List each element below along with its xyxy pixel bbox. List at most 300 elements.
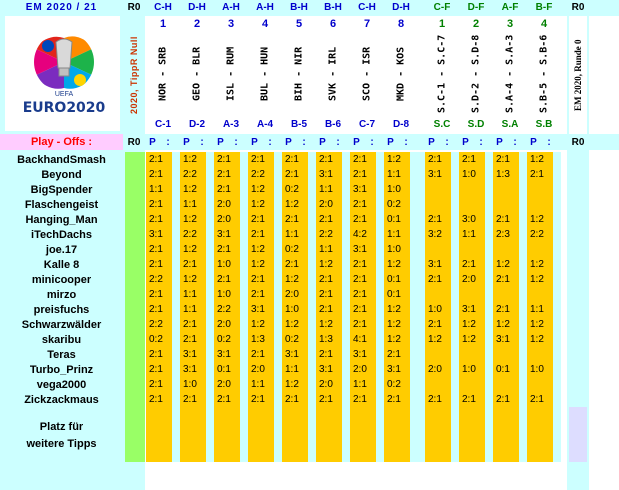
r0-right-lower [569,407,587,462]
tip-cell: 3:1 [251,304,265,315]
tip-cell: 3:1 [353,184,367,195]
tip-cell: 1:1 [251,379,265,390]
final-tip-cell: 2:1 [530,169,544,180]
placeholder-line2: weitere Tipps [26,438,97,450]
final-group-label: B-F [535,2,553,13]
final-code: S.B [535,119,553,130]
placeholder-line1: Platz für [39,421,84,433]
playoffs-colon: : [370,137,374,148]
player-name: minicooper [31,274,92,286]
player-name: preisfuchs [33,304,90,316]
tip-cell: 2:1 [251,394,265,405]
player-name: joe.17 [45,244,78,256]
tip-cell: 2:1 [149,169,163,180]
player-name: Beyond [41,169,82,181]
final-tip-cell: 2:1 [462,154,476,165]
final-tip-cell [527,288,553,302]
tip-cell: 1:1 [285,364,299,375]
final-number: 3 [506,18,514,30]
match-number: 8 [397,18,405,30]
tip-cell: 3:1 [149,229,163,240]
column-gap [274,152,282,462]
match-code: B-5 [290,119,308,130]
player-name: Hanging_Man [25,214,98,226]
column-gap [376,152,384,462]
tip-cell: 1:1 [319,184,333,195]
tip-cell: 1:1 [319,244,333,255]
tip-cell: 2:1 [353,274,367,285]
tip-cell: 1:0 [183,379,197,390]
tip-cell: 0:1 [387,214,401,225]
final-tip-cell [459,198,485,212]
tip-cell: 2:1 [149,154,163,165]
playoffs-p-marker: P [217,137,224,148]
tip-cell: 2:1 [353,304,367,315]
tip-cell: 2:0 [285,289,299,300]
tip-cell: 1:2 [183,244,197,255]
playoffs-colon: : [513,137,517,148]
tip-cell: 1:0 [217,259,231,270]
tip-cell: 2:2 [319,229,333,240]
final-tip-cell [527,348,553,362]
final-tip-cell: 2:1 [428,154,442,165]
column-lower-fill [425,407,451,462]
final-tip-cell [459,348,485,362]
tip-cell: 1:2 [285,379,299,390]
tip-cell: 1:2 [285,319,299,330]
final-tip-cell [493,183,519,197]
r0-left-label: R0 [127,2,141,13]
final-tip-cell: 2:1 [496,214,510,225]
header-white-area [145,16,415,134]
tip-cell: 3:1 [353,349,367,360]
match-teams: ISL - RUM [225,46,237,102]
column-lower-fill [214,407,240,462]
tippr-vertical-label: 2020, TippR Null [129,36,139,114]
tip-cell: 2:1 [319,289,333,300]
match-group-label: D-H [392,2,410,13]
tip-cell: 0:2 [149,334,163,345]
player-name: BigSpender [30,184,93,196]
playoffs-p-marker: P [149,137,156,148]
tip-cell: 2:1 [149,259,163,270]
column-lower-fill [527,407,553,462]
tip-cell: 2:1 [319,349,333,360]
match-number: 7 [363,18,371,30]
tip-cell: 2:1 [217,244,231,255]
tip-cell: 2:1 [149,244,163,255]
final-tip-cell [493,378,519,392]
final-tip-cell [493,348,519,362]
player-name: vega2000 [36,379,87,391]
final-teams: S.B-5 - S.B-6 [538,34,550,114]
final-tip-cell [425,183,451,197]
final-tip-cell [493,243,519,257]
final-tip-cell: 3:1 [428,259,442,270]
final-tip-cell: 1:2 [428,334,442,345]
tip-cell: 2:1 [285,169,299,180]
tip-cell: 0:2 [285,184,299,195]
tip-cell: 0:2 [285,244,299,255]
playoffs-colon: : [166,137,170,148]
tip-cell: 2:1 [251,349,265,360]
playoffs-p-marker: P [530,137,537,148]
tip-cell: 2:2 [149,274,163,285]
tip-cell: 2:1 [353,394,367,405]
final-tip-cell [459,183,485,197]
tip-cell: 2:2 [217,304,231,315]
tip-cell: 2:1 [149,394,163,405]
final-tip-cell: 2:1 [428,214,442,225]
match-number: 3 [227,18,235,30]
tip-cell: 2:2 [251,169,265,180]
playoffs-label: Play - Offs : [30,136,93,148]
match-code: D-8 [392,119,410,130]
tip-cell: 2:1 [149,304,163,315]
tip-cell: 2:1 [183,319,197,330]
playoffs-colon: : [404,137,408,148]
r0-right-label: R0 [571,2,585,13]
column-gap [172,152,180,462]
tip-cell: 1:1 [149,184,163,195]
tip-cell: 3:1 [353,244,367,255]
tip-cell: 1:2 [183,274,197,285]
match-code: C-1 [154,119,172,130]
tip-cell: 1:1 [387,169,401,180]
final-tip-cell: 2:1 [496,304,510,315]
tip-cell: 2:2 [183,169,197,180]
final-tip-cell: 3:1 [428,169,442,180]
column-lower-fill [248,407,274,462]
final-tip-cell: 2:0 [428,364,442,375]
tip-cell: 2:1 [149,349,163,360]
match-group-label: B-H [324,2,342,13]
tip-cell: 2:1 [319,214,333,225]
tip-cell: 1:2 [387,154,401,165]
tip-cell: 2:1 [353,169,367,180]
final-code: S.D [467,119,485,130]
final-tip-cell [459,378,485,392]
playoffs-p-marker: P [496,137,503,148]
tip-cell: 2:1 [285,259,299,270]
tip-cell: 2:1 [353,199,367,210]
tip-cell: 2:2 [183,229,197,240]
player-name: Zickzackmaus [24,394,99,406]
tip-cell: 0:2 [387,199,401,210]
tip-cell: 1:2 [183,214,197,225]
final-tip-cell [493,288,519,302]
final-teams: S.A-4 - S.A-3 [504,34,516,114]
tip-cell: 2:1 [251,289,265,300]
tip-cell: 2:1 [217,394,231,405]
column-gap [342,152,350,462]
final-tip-cell: 1:2 [530,319,544,330]
playoffs-colon: : [547,137,551,148]
tip-cell: 0:1 [387,289,401,300]
tip-cell: 2:1 [149,289,163,300]
tip-cell: 1:1 [183,304,197,315]
final-number: 2 [472,18,480,30]
playoffs-p-marker: P [319,137,326,148]
final-tip-cell [425,198,451,212]
player-name: Flaschengeist [24,199,99,211]
tip-cell: 2:1 [251,154,265,165]
tip-cell: 2:1 [149,214,163,225]
column-lower-fill [384,407,410,462]
match-code: B-6 [324,119,342,130]
tip-cell: 2:1 [353,319,367,330]
tip-cell: 2:1 [285,214,299,225]
final-tip-cell: 2:3 [496,229,510,240]
tip-cell: 2:0 [217,379,231,390]
tip-cell: 3:1 [319,169,333,180]
tip-cell: 2:1 [183,259,197,270]
playoffs-colon: : [336,137,340,148]
tip-cell: 2:1 [149,199,163,210]
tip-cell: 2:0 [217,319,231,330]
final-tip-cell: 1:0 [428,304,442,315]
column-gap [553,152,561,462]
final-tip-cell: 2:1 [428,274,442,285]
match-number: 5 [295,18,303,30]
logo-uefa: UEFA [54,91,74,98]
tip-cell: 2:1 [387,349,401,360]
player-name: Turbo_Prinz [29,364,94,376]
match-group-label: A-H [222,2,240,13]
final-tip-cell: 1:2 [530,259,544,270]
final-tip-cell [459,243,485,257]
tip-cell: 2:1 [217,274,231,285]
final-group-label: C-F [433,2,451,13]
playoffs-p-marker: P [353,137,360,148]
playoffs-p-marker: P [251,137,258,148]
final-group-label: D-F [467,2,485,13]
tip-cell: 3:1 [285,349,299,360]
final-tip-cell [425,243,451,257]
final-number: 1 [438,18,446,30]
tip-cell: 2:1 [387,394,401,405]
match-number: 1 [159,18,167,30]
tip-cell: 1:2 [251,199,265,210]
tip-cell: 1:2 [319,259,333,270]
playoffs-p-marker: P [183,137,190,148]
final-tip-cell [527,243,553,257]
tip-cell: 1:2 [183,154,197,165]
playoffs-colon: : [200,137,204,148]
logo-wordmark: EURO2020 [22,100,106,116]
tip-cell: 1:3 [251,334,265,345]
tip-cell: 3:1 [387,364,401,375]
tip-cell: 1:1 [353,379,367,390]
match-code: C-7 [358,119,376,130]
tip-cell: 2:1 [353,259,367,270]
match-group-label: B-H [290,2,308,13]
final-tip-cell: 3:1 [496,334,510,345]
column-lower-fill [493,407,519,462]
tip-cell: 3:1 [183,364,197,375]
tip-cell: 1:0 [285,304,299,315]
tip-cell: 1:0 [387,244,401,255]
tip-cell: 1:2 [387,304,401,315]
final-code: S.C [433,119,451,130]
final-tip-cell: 1:2 [530,154,544,165]
tip-cell: 1:2 [251,244,265,255]
match-group-label: D-H [188,2,206,13]
final-tip-cell [527,198,553,212]
tip-cell: 0:2 [285,334,299,345]
final-tip-cell: 2:1 [496,274,510,285]
player-name: BackhandSmash [17,154,106,166]
tip-cell: 2:1 [319,304,333,315]
playoffs-colon: : [302,137,306,148]
tip-cell: 0:2 [387,379,401,390]
tip-cell: 2:0 [319,379,333,390]
final-tip-cell: 1:0 [462,169,476,180]
playoffs-colon: : [445,137,449,148]
tip-cell: 1:2 [251,184,265,195]
final-tip-cell: 1:1 [530,304,544,315]
tip-cell: 2:1 [183,334,197,345]
tip-cell: 2:1 [149,379,163,390]
match-teams: NOR - SRB [157,46,169,102]
player-name: Kalle 8 [43,259,80,271]
match-group-label: C-H [154,2,172,13]
match-number: 2 [193,18,201,30]
tip-cell: 2:0 [353,364,367,375]
final-tip-cell: 1:2 [496,319,510,330]
column-gap [451,152,459,462]
tip-cell: 1:3 [319,334,333,345]
tip-cell: 2:1 [285,154,299,165]
tip-cell: 1:2 [183,184,197,195]
final-tip-cell: 1:0 [530,364,544,375]
match-group-label: A-H [256,2,274,13]
column-gap [206,152,214,462]
tip-cell: 2:1 [217,184,231,195]
app-title: EM 2020 / 21 [25,2,98,13]
column-lower-fill [282,407,308,462]
tip-cell: 1:2 [285,199,299,210]
tip-cell: 2:1 [353,214,367,225]
final-tip-cell [425,288,451,302]
final-code: S.A [501,119,519,130]
player-name: Schwarzwälder [21,319,102,331]
playoffs-r0-left: R0 [127,137,141,148]
match-teams: SCO - ISR [361,46,373,102]
match-group-label: C-H [358,2,376,13]
final-tip-cell [459,288,485,302]
tip-cell: 1:1 [183,289,197,300]
match-code: D-2 [188,119,206,130]
tip-cell: 2:1 [319,274,333,285]
match-teams: BUL - HUN [259,46,271,102]
final-tip-cell [527,378,553,392]
player-name: skaribu [41,334,82,346]
final-tip-cell: 2:1 [428,319,442,330]
column-gap [308,152,316,462]
tip-cell: 1:2 [319,319,333,330]
final-tip-cell: 2:1 [530,394,544,405]
tip-cell: 2:1 [217,154,231,165]
tip-cell: 2:1 [319,154,333,165]
tip-cell: 3:1 [319,364,333,375]
final-number: 4 [540,18,548,30]
match-teams: SVK - IRL [327,46,339,102]
final-tip-cell: 1:2 [462,334,476,345]
final-tip-cell: 0:1 [496,364,510,375]
final-tip-cell: 2:2 [530,229,544,240]
column-gap [485,152,493,462]
tip-cell: 3:1 [217,229,231,240]
final-tip-cell: 1:2 [530,214,544,225]
match-code: A-4 [256,119,274,130]
tip-cell: 2:1 [251,229,265,240]
player-name: Teras [47,349,76,361]
final-group-label: A-F [501,2,519,13]
playoffs-p-marker: P [462,137,469,148]
tip-cell: 2:0 [251,364,265,375]
tip-cell: 2:1 [149,364,163,375]
final-tip-cell: 1:2 [530,334,544,345]
final-tip-cell: 2:1 [462,394,476,405]
tip-cell: 3:1 [217,349,231,360]
playoffs-colon: : [268,137,272,148]
final-tip-cell: 1:0 [462,364,476,375]
match-number: 4 [261,18,269,30]
final-tip-cell: 1:2 [496,259,510,270]
final-tip-cell [493,198,519,212]
green-strip [125,152,145,462]
final-tip-cell: 1:3 [496,169,510,180]
tip-cell: 2:1 [217,169,231,180]
final-tip-cell: 2:1 [496,154,510,165]
final-tip-cell: 1:1 [462,229,476,240]
round-vertical-label: EM 2020, Runde 0 [573,39,583,111]
tip-cell: 2:0 [217,214,231,225]
playoffs-colon: : [234,137,238,148]
tip-cell: 1:2 [387,334,401,345]
tip-cell: 1:2 [251,319,265,330]
tip-cell: 1:0 [217,289,231,300]
playoffs-r0-right: R0 [571,137,585,148]
tip-cell: 2:1 [353,289,367,300]
tip-cell: 1:1 [387,229,401,240]
column-lower-fill [350,407,376,462]
tip-cell: 0:2 [217,334,231,345]
match-number: 6 [329,18,337,30]
column-gap [519,152,527,462]
final-tip-cell: 2:0 [462,274,476,285]
player-name: iTechDachs [31,229,92,241]
tip-cell: 0:1 [217,364,231,375]
playoffs-p-marker: P [428,137,435,148]
tip-cell: 1:1 [285,229,299,240]
player-name: mirzo [46,289,77,301]
column-gap [240,152,248,462]
tip-cell: 2:0 [319,199,333,210]
tip-cell: 2:1 [251,274,265,285]
playoffs-p-marker: P [387,137,394,148]
column-lower-fill [316,407,342,462]
final-tip-cell [527,183,553,197]
playoffs-colon: : [479,137,483,148]
tip-cell: 2:1 [319,394,333,405]
tip-cell: 1:2 [285,274,299,285]
final-tip-cell: 2:1 [496,394,510,405]
match-teams: MKD - KOS [395,46,407,102]
column-lower-fill [146,407,172,462]
tip-cell: 1:0 [387,184,401,195]
